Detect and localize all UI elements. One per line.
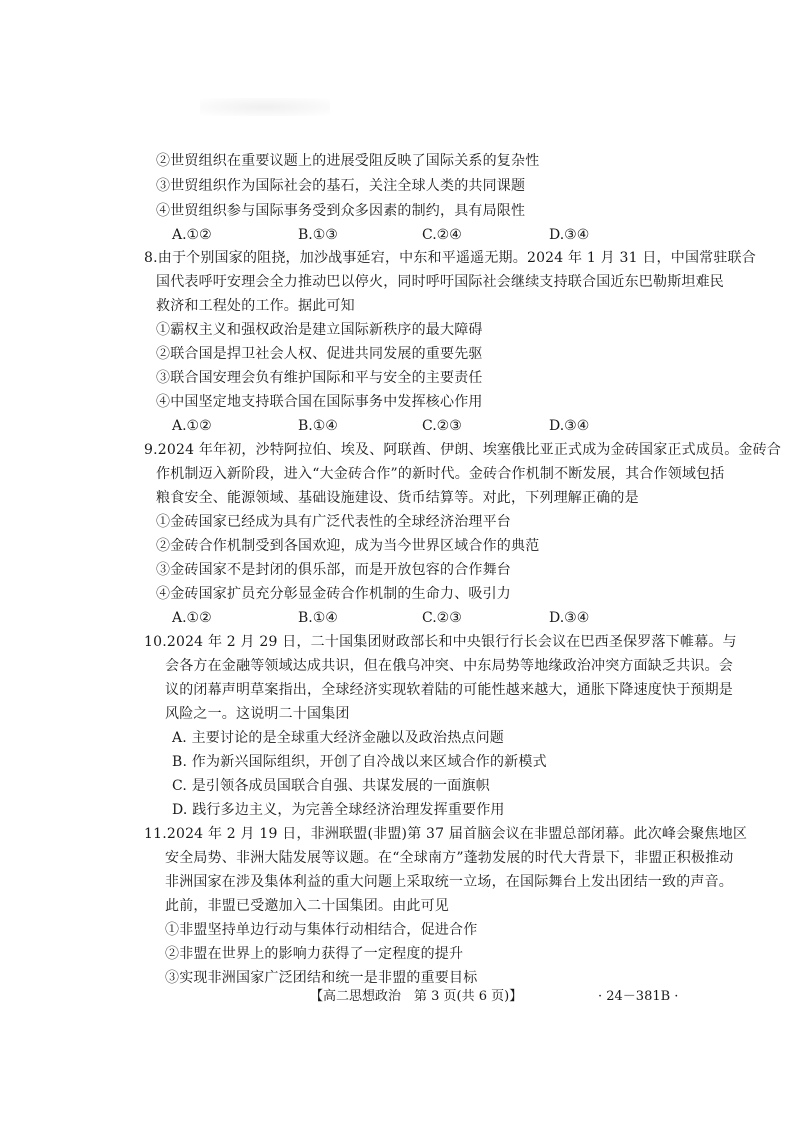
page-footer: 【高二思想政治 第 3 页(共 6 页)】 xyxy=(310,989,523,1004)
q7-option-a[interactable]: A.①② xyxy=(172,227,212,243)
q8-item-1: ①霸权主义和强权政治是建立国际新秩序的最大障碍 xyxy=(156,322,483,338)
q9-stem-line-1: 9.2024 年年初，沙特阿拉伯、埃及、阿联酋、伊朗、埃塞俄比亚正式成为金砖国家正式成员。金砖合 xyxy=(144,442,782,458)
q9-option-c[interactable]: C.②③ xyxy=(422,610,462,626)
q11-item-3: ③实现非洲国家广泛团结和统一是非盟的重要目标 xyxy=(165,970,478,986)
q10-choice-c[interactable]: C. 是引领各成员国联合自强、共谋发展的一面旗帜 xyxy=(172,778,490,794)
q9-item-3: ③金砖国家不是封闭的俱乐部，而是开放包容的合作舞台 xyxy=(156,562,511,578)
q7-item-2: ②世贸组织在重要议题上的进展受阻反映了国际关系的复杂性 xyxy=(156,153,540,169)
q8-item-2: ②联合国是捍卫社会人权、促进共同发展的重要先驱 xyxy=(156,346,483,362)
q7-option-b[interactable]: B.①③ xyxy=(298,227,338,243)
scan-smudge xyxy=(200,98,330,116)
q8-stem-line-1: 8.由于个别国家的阻挠，加沙战事延宕，中东和平遥遥无期。2024 年 1 月 31 日，中国常驻联合 xyxy=(144,250,756,266)
q11-stem-line-4: 此前，非盟已受邀加入二十国集团。由此可见 xyxy=(165,898,449,914)
q11-stem-line-1: 11.2024 年 2 月 19 日，非洲联盟(非盟)第 37 届首脑会议在非盟总部闭幕。此次峰会聚焦地区 xyxy=(144,826,748,842)
q8-item-3: ③联合国安理会负有维护国际和平与安全的主要责任 xyxy=(156,370,483,386)
q9-item-2: ②金砖合作机制受到各国欢迎，成为当今世界区域合作的典范 xyxy=(156,538,540,554)
q7-option-c[interactable]: C.②④ xyxy=(422,227,462,243)
q10-stem-line-1: 10.2024 年 2 月 29 日，二十国集团财政部长和中央银行行长会议在巴西圣保罗落下帷幕。与 xyxy=(144,634,737,650)
q8-option-c[interactable]: C.②③ xyxy=(422,418,462,434)
q10-stem-line-3: 议的闭幕声明草案指出，全球经济实现软着陆的可能性越来越大，通胀下降速度快于预期是 xyxy=(165,682,733,698)
q8-item-4: ④中国坚定地支持联合国在国际事务中发挥核心作用 xyxy=(156,394,483,410)
q10-choice-b[interactable]: B. 作为新兴国际组织，开创了自冷战以来区域合作的新模式 xyxy=(172,754,547,770)
q10-choice-d[interactable]: D. 践行多边主义，为完善全球经济治理发挥重要作用 xyxy=(172,802,505,818)
q8-option-b[interactable]: B.①④ xyxy=(298,418,338,434)
q7-item-3: ③世贸组织作为国际社会的基石，关注全球人类的共同课题 xyxy=(156,178,526,194)
q9-item-1: ①金砖国家已经成为具有广泛代表性的全球经济治理平台 xyxy=(156,514,511,530)
q7-item-4: ④世贸组织参与国际事务受到众多因素的制约，具有局限性 xyxy=(156,203,526,219)
q9-stem-line-3: 粮食安全、能源领域、基础设施建设、货币结算等。对此，下列理解正确的是 xyxy=(156,490,639,506)
q8-option-a[interactable]: A.①② xyxy=(172,418,212,434)
q9-item-4: ④金砖国家扩员充分彰显金砖合作机制的生命力、吸引力 xyxy=(156,586,511,602)
q11-item-2: ②非盟在世界上的影响力获得了一定程度的提升 xyxy=(165,946,464,962)
q9-option-b[interactable]: B.①④ xyxy=(298,610,338,626)
q7-options xyxy=(172,225,732,245)
q10-stem-line-2: 会各方在金融等领域达成共识，但在俄乌冲突、中东局势等地缘政治冲突方面缺乏共识。会 xyxy=(165,658,733,674)
q11-item-1: ①非盟坚持单边行动与集体行动相结合，促进合作 xyxy=(165,922,478,938)
q10-choice-a[interactable]: A. 主要讨论的是全球重大经济金融以及政治热点问题 xyxy=(172,730,505,746)
q8-options xyxy=(172,416,732,436)
q9-option-a[interactable]: A.①② xyxy=(172,610,212,626)
q9-stem-line-2: 作机制迈入新阶段，进入“大金砖合作”的新时代。金砖合作机制不断发展，其合作领域包括 xyxy=(156,466,725,482)
q10-stem-line-4: 风险之一。这说明二十国集团 xyxy=(165,706,350,722)
q8-option-d[interactable]: D.③④ xyxy=(549,418,590,434)
paper-code: · 24－381B · xyxy=(598,989,679,1004)
q7-option-d[interactable]: D.③④ xyxy=(549,227,590,243)
q8-stem-line-3: 救济和工程处的工作。据此可知 xyxy=(156,298,355,314)
q11-stem-line-2: 安全局势、非洲大陆发展等议题。在“全球南方”蓬勃发展的时代大背景下，非盟正积极推动 xyxy=(165,850,734,866)
q8-stem-line-2: 国代表呼吁安理会全力推动巴以停火，同时呼吁国际社会继续支持联合国近东巴勒斯坦难民 xyxy=(156,274,724,290)
q9-option-d[interactable]: D.③④ xyxy=(549,610,590,626)
q9-options xyxy=(172,608,732,628)
q11-stem-line-3: 非洲国家在涉及集体利益的重大问题上采取统一立场，在国际舞台上发出团结一致的声音。 xyxy=(165,874,733,890)
